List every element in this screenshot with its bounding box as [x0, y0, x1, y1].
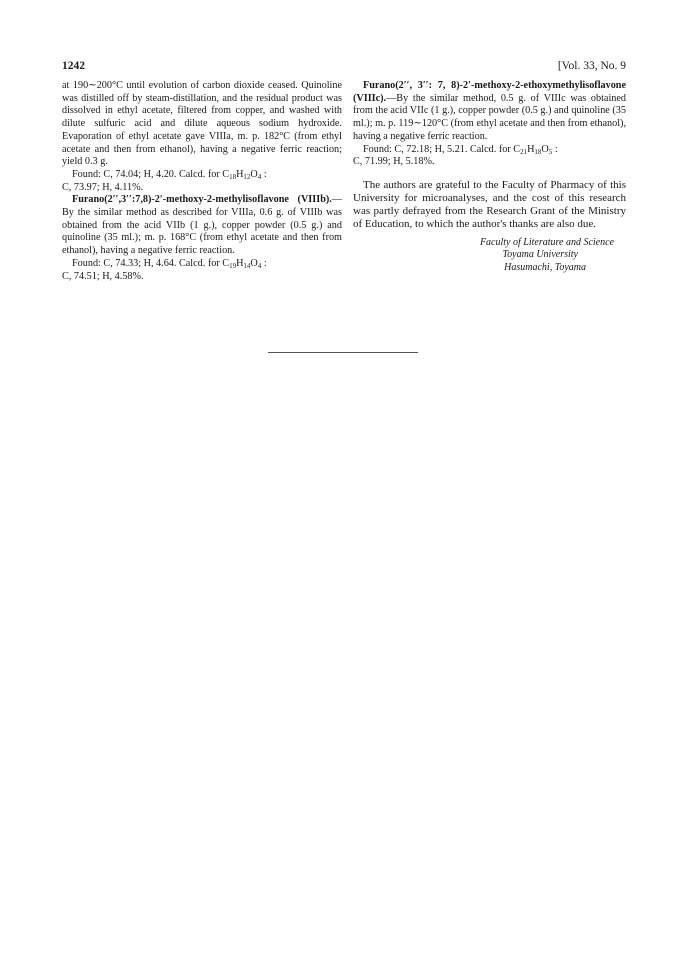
left-column [62, 80, 342, 283]
affiliation-location: Hasumachi, Toyama [504, 261, 586, 273]
compound-title-viiib: Furano(2′′,3′′:7,8)-2′-methoxy-2-methylisoflavone (VIIIb). [72, 194, 332, 206]
right-column [353, 80, 626, 274]
elemental-analysis-viiia: Found: C, 74.04; H, 4.20. Calcd. for $C_{18}H_{12}O_4$ : C, 73.97; H, 4.11%. [62, 168, 267, 193]
affiliation-university: Toyama University [502, 249, 578, 261]
experimental-paragraph-viiic: Furano(2′′, 3′′: 7, 8)-2′-methoxy-2-ethoxymethylisoflavone (VIIIc).—By the similar method, 0.5 g. of VIIIc was obtained from the acid VIIc (1 g.), copper powder (0.5 g.) and quinoline (35 ml.); m. p. 119∼120°C (from ethyl acetate and then from ethanol), having a negative ferric reaction. [353, 80, 626, 142]
affiliation-faculty: Faculty of Literature and Science [479, 236, 614, 248]
compound-title-viiic: Furano(2′′, 3′′: 7, 8)-2′-methoxy-2-ethoxymethylisoflavone (VIIIc). [353, 80, 626, 104]
experimental-paragraph-viiia: at 190∼200°C until evolution of carbon dioxide ceased. Quinoline was distilled off by steam-distillation, and the residual product was dissolved in ethyl acetate, filtered from copper, and washed with dilute sulfuric acid and dilute aqueous sodium hydroxide. Evaporation of ethyl acetate gave VIIIa, m. p. 182°C (from ethyl acetate and then from ethanol), having a negative ferric reaction; yield 0.3 g. [62, 80, 342, 168]
author-affiliation [353, 237, 626, 275]
page-header [62, 60, 626, 76]
acknowledgement: The authors are grateful to the Faculty of Pharmacy of this University for microanalyses, and the cost of this research was partly defrayed from the Research Grant of the Ministry of Education, to which the author's thanks are also due. [353, 178, 626, 230]
experimental-paragraph-viiib: Furano(2′′,3′′:7,8)-2′-methoxy-2-methylisoflavone (VIIIb).—By the similar method as described for VIIIa, 0.6 g. of VIIIb was obtained from the acid VIIb (1 g.), copper powder (0.5 g.) and quinoline (35 ml.); m. p. 168°C (from ethyl acetate and then from ethanol), having a negative ferric reaction. [62, 194, 342, 257]
end-of-article-rule [268, 352, 418, 353]
page-number: 1242 [62, 60, 85, 72]
elemental-analysis-viiic: Found: C, 72.18; H, 5.21. Calcd. for $C_{21}H_{18}O_5$ : C, 71.99; H, 5.18%. [353, 143, 558, 168]
elemental-analysis-viiib: Found: C, 74.33; H, 4.64. Calcd. for $C_{19}H_{14}O_4$ : C, 74.51; H, 4.58%. [62, 257, 267, 282]
journal-volume-issue: [Vol. 33, No. 9 [557, 60, 626, 72]
